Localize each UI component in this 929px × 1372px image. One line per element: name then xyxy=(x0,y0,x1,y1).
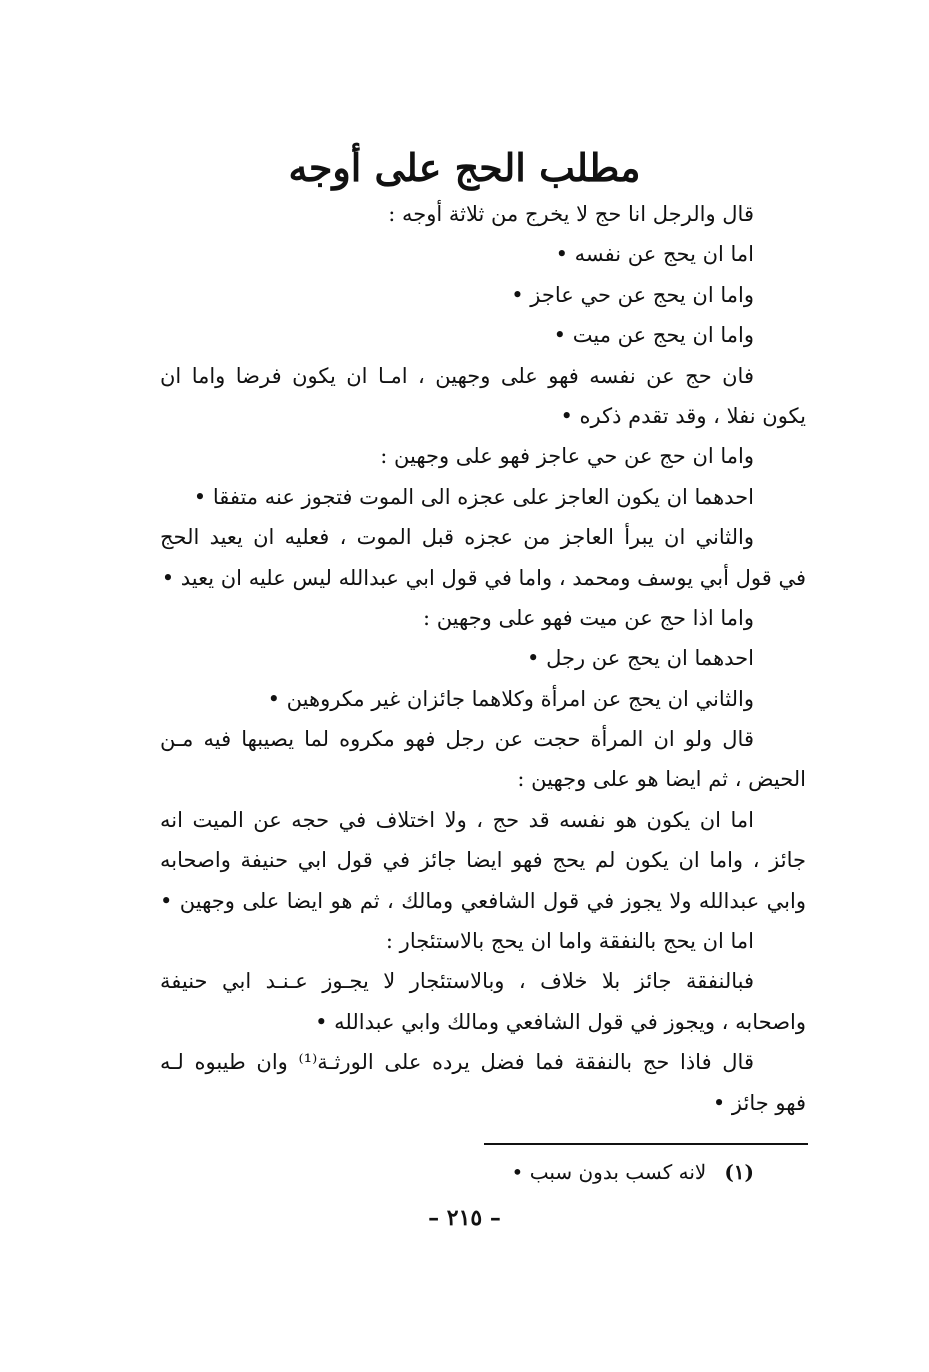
text-line: واما ان يحج عن حي عاجز • xyxy=(511,282,754,307)
text-line: واصحابه ، ويجوز في قول الشافعي ومالك وابي عبدالله • xyxy=(315,1009,806,1034)
text-line: جائز ، واما ان يكون لم يحج فهو ايضا جائز في قول ابي حنيفة واصحابه xyxy=(160,848,806,873)
text-line: في قول أبي يوسف ومحمد ، واما في قول ابي عبدالله ليس عليه ان يعيد • xyxy=(161,565,806,590)
text-line: اما ان يكون هو نفسه قد حج ، ولا اختلاف في حجه عن الميت انه xyxy=(160,807,754,832)
text-line: يكون نفلا ، وقد تقدم ذكره • xyxy=(560,403,806,428)
text-line: وابي عبدالله ولا يجوز في قول الشافعي ومالك ، ثم هو ايضا على وجهين • xyxy=(160,888,806,913)
text-line: واما ان حج عن حي عاجز فهو على وجهين : xyxy=(380,444,754,469)
text-line: والثاني ان يبرأ العاجز من عجزه قبل الموت ، فعليه ان يعيد الحج xyxy=(160,525,754,550)
text-line: واما اذا حج عن ميت فهو على وجهين : xyxy=(422,605,754,630)
body-text xyxy=(160,194,806,1123)
section-title: مطلب الحج على أوجه xyxy=(288,145,641,190)
text-line: قال فاذا حج بالنفقة فما فضل يرده على الورثـة⁽¹⁾ وان طيبوه لـه xyxy=(160,1050,754,1075)
page-number: – ٢١٥ – xyxy=(428,1205,501,1231)
text-line: فهو جائز • xyxy=(712,1090,806,1115)
footnote-marker: (١) xyxy=(724,1160,754,1184)
text-line: احدهما ان يحج عن رجل • xyxy=(527,646,754,671)
text-line: فبالنفقة جائز بلا خلاف ، وبالاستئجار لا يجـوز عـنـد ابي حنيفة xyxy=(160,969,754,994)
footnote-divider xyxy=(484,1143,808,1145)
text-line: قال ولو ان المرأة حجت عن رجل فهو مكروه لما يصيبها فيه مـن xyxy=(160,727,754,752)
text-line: واما ان يحج عن ميت • xyxy=(553,323,754,348)
text-line: اما ان يحج عن نفسه • xyxy=(555,242,754,267)
footnote-text: لانه كسب بدون سبب • xyxy=(511,1160,707,1184)
text-line: فان حج عن نفسه فهو على وجهين ، امـا ان يكون فرضا واما ان xyxy=(160,363,754,388)
text-line: والثاني ان يحج عن امرأة وكلاهما جائزان غير مكروهين • xyxy=(267,686,754,711)
text-line: الحيض ، ثم ايضا هو على وجهين : xyxy=(517,767,806,792)
text-line: قال والرجل انا حج لا يخرج من ثلاثة أوجه : xyxy=(388,202,754,226)
text-line: احدهما ان يكون العاجز على عجزه الى الموت فتجوز عنه متفقا • xyxy=(193,484,754,509)
text-line: اما ان يحج بالنفقة واما ان يحج بالاستئجار : xyxy=(385,929,754,954)
footnote xyxy=(512,1152,754,1192)
